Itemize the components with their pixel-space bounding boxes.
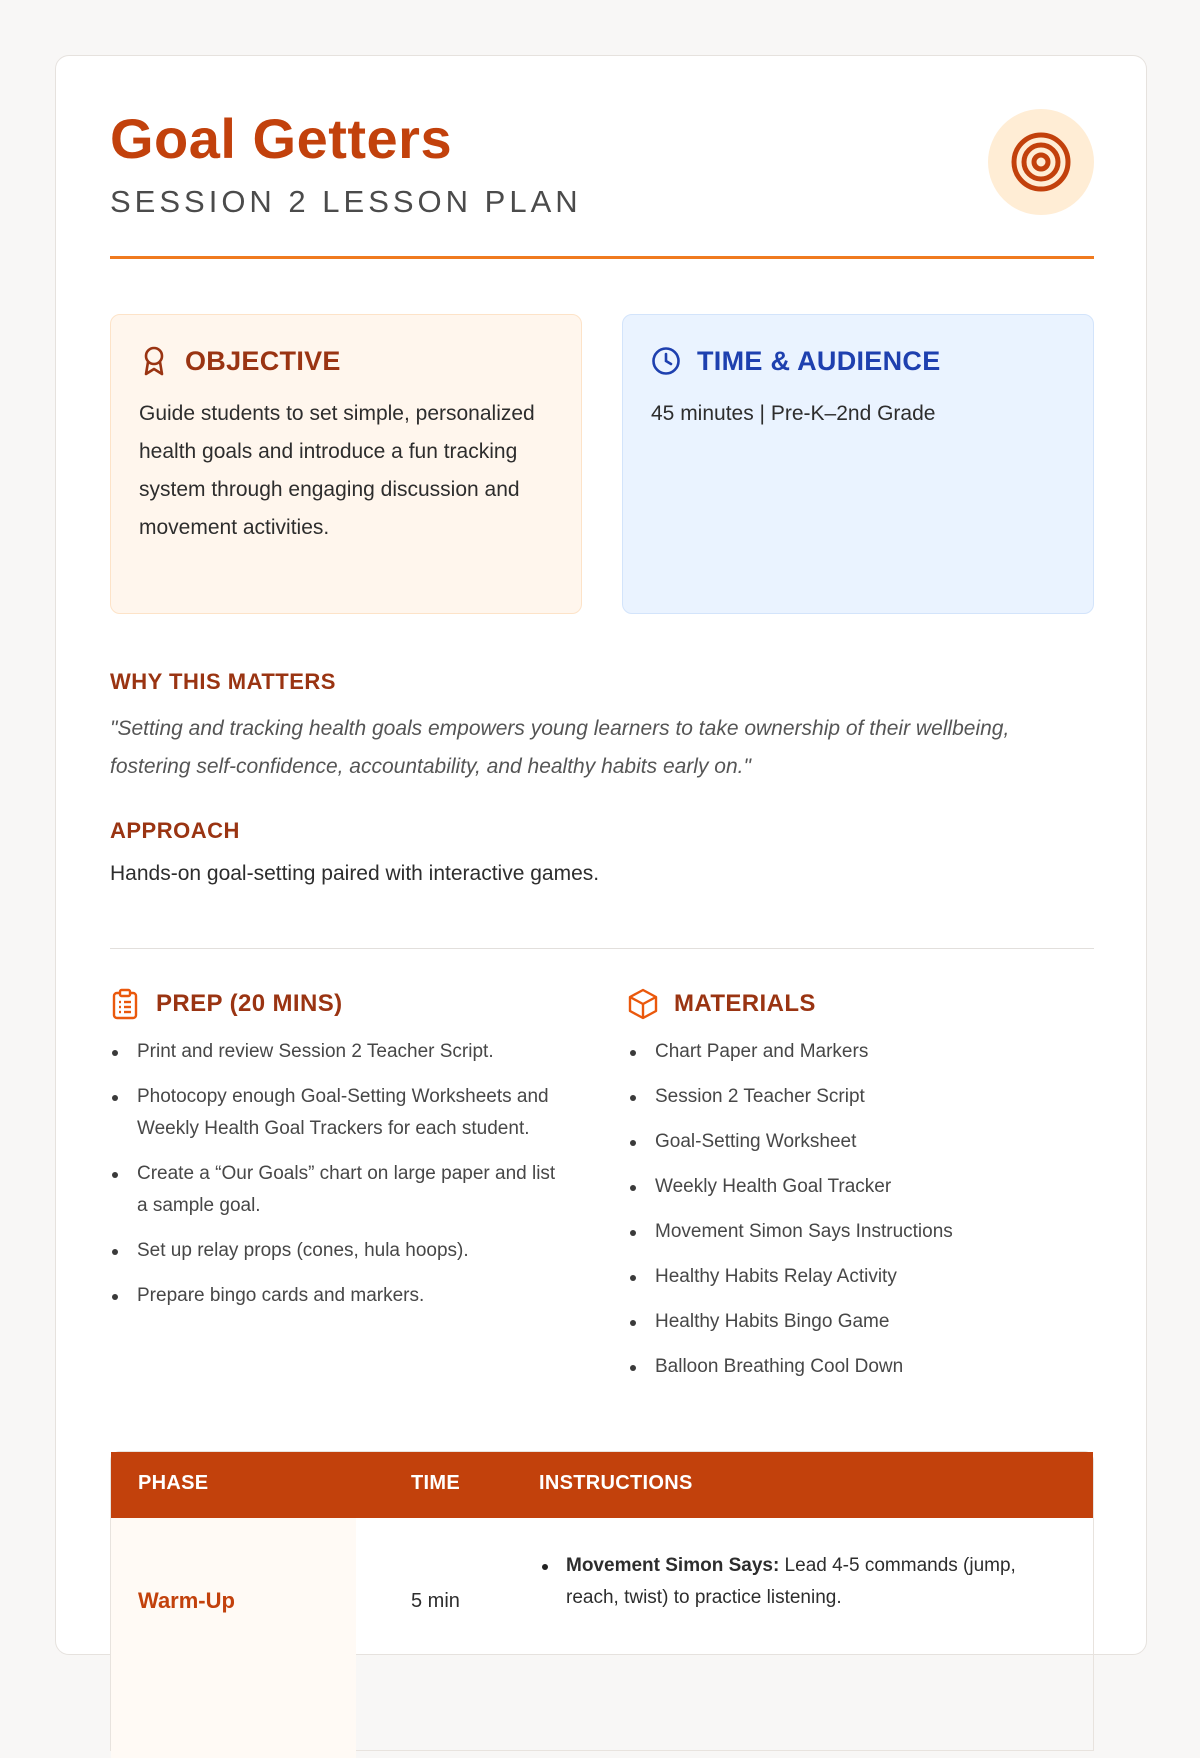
- time-audience-heading: TIME & AUDIENCE: [697, 345, 941, 376]
- objective-heading: OBJECTIVE: [185, 345, 341, 376]
- materials-list: [628, 1036, 1088, 1383]
- list-item: Create a “Our Goals” chart on large paper and list a sample goal.: [110, 1158, 570, 1222]
- list-item: Healthy Habits Bingo Game: [628, 1306, 1088, 1338]
- approach-text: Hands-on goal-setting paired with interactive games.: [110, 862, 600, 885]
- instructions-list: [539, 1550, 1059, 1614]
- list-item: Movement Simon Says Instructions: [628, 1216, 1088, 1248]
- summary-cards: [110, 314, 1094, 614]
- materials-heading: MATERIALS: [674, 990, 816, 1017]
- prep-heading: PREP (20 MINS): [156, 990, 343, 1017]
- page-subtitle: SESSION 2 LESSON PLAN: [110, 184, 582, 219]
- why-quote: "Setting and tracking health goals empowers young learners to take ownership of their wellbeing, fostering self-confidence, accountability, and healthy habits early on.": [110, 717, 1010, 778]
- approach-heading: APPROACH: [110, 818, 240, 843]
- list-item: Weekly Health Goal Tracker: [628, 1171, 1088, 1203]
- list-item: Chart Paper and Markers: [628, 1036, 1088, 1068]
- column-header-instructions: INSTRUCTIONS: [539, 1472, 693, 1494]
- list-item: Goal-Setting Worksheet: [628, 1126, 1088, 1158]
- materials-section: [628, 986, 1088, 1396]
- approach-section: [110, 817, 1094, 889]
- section-divider: [110, 948, 1094, 949]
- target-icon: [1010, 131, 1072, 193]
- schedule-table: [110, 1451, 1094, 1751]
- time-audience-text: 45 minutes | Pre-K–2nd Grade: [651, 402, 936, 425]
- instruction-label: Movement Simon Says:: [566, 1555, 780, 1576]
- phase-cell: [111, 1518, 356, 1758]
- clock-icon: [651, 346, 681, 376]
- page-header: [110, 56, 1094, 259]
- target-badge: [988, 109, 1094, 215]
- list-item: Print and review Session 2 Teacher Script.: [110, 1036, 570, 1068]
- instruction-item: [539, 1550, 1059, 1614]
- why-section: [110, 668, 1094, 786]
- time-audience-card-header: [651, 343, 1065, 379]
- objective-card: [110, 314, 582, 614]
- materials-header: [628, 986, 1088, 1022]
- award-ribbon-icon: [139, 346, 169, 376]
- prep-header: [110, 986, 570, 1022]
- why-heading: WHY THIS MATTERS: [110, 669, 336, 694]
- header-rule: [110, 256, 1094, 259]
- time-value: 5 min: [411, 1590, 460, 1612]
- instruction-text: Lead 4-5 commands (jump, reach, twist) to practice listening.: [566, 1555, 1016, 1608]
- table-row: [111, 1518, 1093, 1758]
- column-header-time: TIME: [411, 1472, 460, 1494]
- objective-text: Guide students to set simple, personalized health goals and introduce a fun tracking system through engaging discussion and movement activities.: [139, 402, 535, 539]
- list-item: Prepare bingo cards and markers.: [110, 1280, 570, 1312]
- prep-list: [110, 1036, 570, 1312]
- clipboard-icon: [110, 988, 140, 1020]
- table-header-row: [111, 1452, 1093, 1518]
- phase-value: Warm-Up: [138, 1588, 235, 1613]
- page-title: Goal Getters: [110, 107, 453, 170]
- lesson-plan-page: [55, 55, 1147, 1655]
- list-item: Healthy Habits Relay Activity: [628, 1261, 1088, 1293]
- prep-section: [110, 986, 570, 1325]
- page-content: [110, 56, 1094, 1613]
- list-item: Set up relay props (cones, hula hoops).: [110, 1235, 570, 1267]
- list-item: Session 2 Teacher Script: [628, 1081, 1088, 1113]
- column-header-phase: PHASE: [138, 1472, 209, 1494]
- time-audience-card: [622, 314, 1094, 614]
- objective-card-header: [139, 343, 553, 379]
- list-item: Balloon Breathing Cool Down: [628, 1351, 1088, 1383]
- list-item: Photocopy enough Goal-Setting Worksheets and Weekly Health Goal Trackers for each student.: [110, 1081, 570, 1145]
- box-icon: [628, 988, 658, 1020]
